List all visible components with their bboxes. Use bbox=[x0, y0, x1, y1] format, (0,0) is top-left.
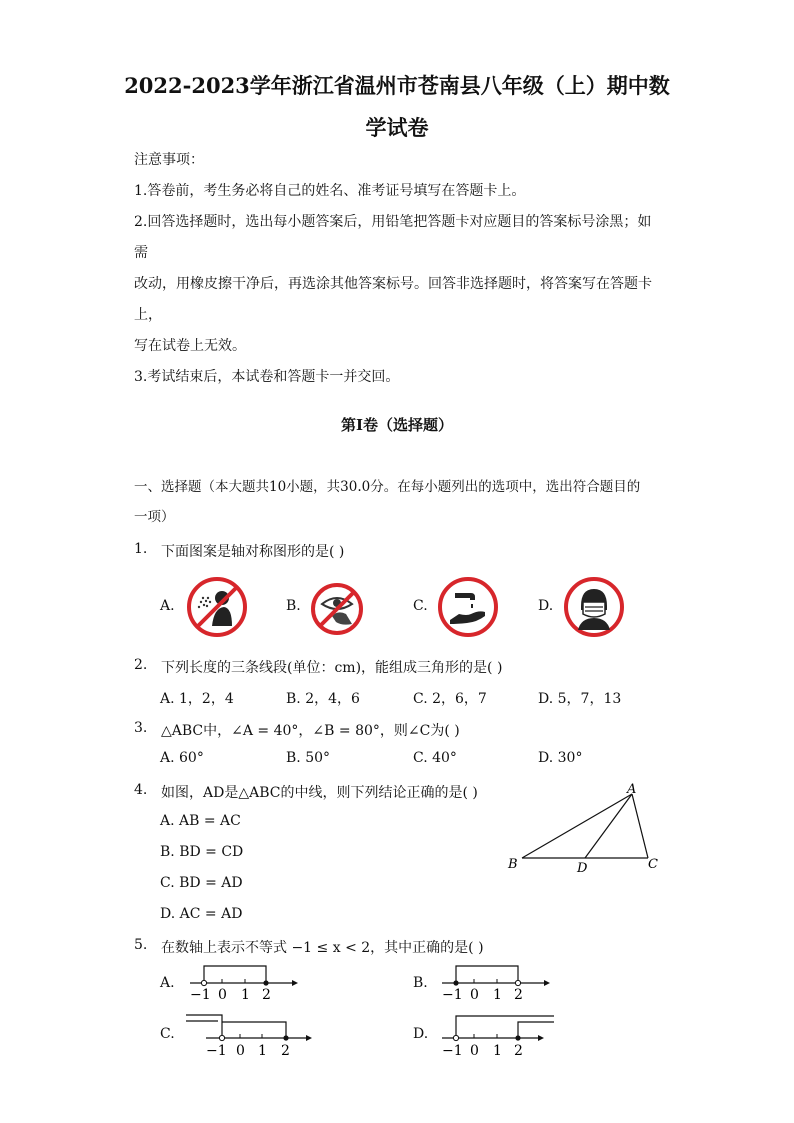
question-number: 4. bbox=[134, 782, 148, 798]
tick-label: 0 bbox=[236, 1043, 245, 1059]
option-label: A. bbox=[160, 975, 175, 991]
option-label: C. bbox=[413, 598, 428, 614]
number-line-d bbox=[434, 1010, 554, 1060]
notice-heading: 注意事项： bbox=[134, 152, 204, 168]
number-line-c bbox=[186, 1010, 316, 1060]
option-b: B. 50° bbox=[286, 750, 331, 766]
question-number: 2. bbox=[134, 657, 148, 673]
option-a: A. 60° bbox=[160, 750, 204, 766]
option-label: D. bbox=[413, 1026, 429, 1042]
notice-item-1: 1.答卷前，考生务必将自己的姓名、准考证号填写在答题卡上。 bbox=[134, 183, 526, 199]
question-text: 下面图案是轴对称图形的是( ) bbox=[161, 544, 345, 560]
tick-label: 1 bbox=[493, 987, 502, 1003]
option-a: A. AB = AC bbox=[160, 813, 241, 829]
tick-label: 1 bbox=[493, 1043, 502, 1059]
question-number: 5. bbox=[134, 937, 148, 953]
tick-label: −1 bbox=[442, 1043, 463, 1059]
question-number: 1. bbox=[134, 541, 148, 557]
option-d: D. AC = AD bbox=[160, 906, 243, 922]
vertex-label-b: B bbox=[508, 857, 518, 872]
question-text: 下列长度的三条线段(单位：cm)，能组成三角形的是( ) bbox=[161, 660, 503, 676]
number-line-b bbox=[434, 960, 554, 1006]
question-text: 如图，AD是△ABC的中线，则下列结论正确的是( ) bbox=[161, 785, 478, 801]
page-title-continued: 学试卷 bbox=[365, 115, 429, 140]
tick-label: 2 bbox=[514, 1043, 523, 1059]
part-heading-line1: 一、选择题（本大题共10小题，共30.0分。在每小题列出的选项中，选出符合题目的 bbox=[134, 479, 641, 495]
vertex-label-d: D bbox=[577, 861, 588, 876]
option-c: C. 40° bbox=[413, 750, 457, 766]
option-a: A. 1，2，4 bbox=[160, 691, 234, 707]
tick-label: −1 bbox=[206, 1043, 227, 1059]
option-d: D. 5，7，13 bbox=[538, 691, 622, 707]
tick-label: 1 bbox=[241, 987, 250, 1003]
option-b: B. 2，4，6 bbox=[286, 691, 360, 707]
notice-item-2: 2.回答选择题时，选出每小题答案后，用铅笔把答题卡对应题目的答案标号涂黑；如需 bbox=[134, 214, 652, 261]
question-text: 在数轴上表示不等式 −1 ≤ x < 2，其中正确的是( ) bbox=[161, 940, 484, 956]
vertex-label-c: C bbox=[648, 857, 658, 872]
tick-label: 2 bbox=[514, 987, 523, 1003]
notice-block bbox=[134, 145, 664, 393]
option-label: B. bbox=[413, 975, 428, 991]
notice-item-2-cont: 改动，用橡皮擦干净后，再选涂其他答案标号。回答非选择题时，将答案写在答题卡上， bbox=[134, 276, 652, 323]
mask-wearing-icon bbox=[563, 576, 625, 638]
section-title: 第Ⅰ卷（选择题） bbox=[340, 416, 454, 434]
option-c: C. BD = AD bbox=[160, 875, 243, 891]
option-d: D. 30° bbox=[538, 750, 583, 766]
option-label: C. bbox=[160, 1026, 175, 1042]
option-label: B. bbox=[286, 598, 301, 614]
tick-label: 2 bbox=[281, 1043, 290, 1059]
option-c: C. 2，6，7 bbox=[413, 691, 487, 707]
vertex-label-a: A bbox=[627, 782, 637, 797]
number-line-a bbox=[182, 960, 302, 1006]
option-label: A. bbox=[160, 598, 175, 614]
part-heading-line2: 一项） bbox=[134, 509, 175, 525]
tick-label: 0 bbox=[470, 987, 479, 1003]
tick-label: 2 bbox=[262, 987, 271, 1003]
tick-label: −1 bbox=[190, 987, 211, 1003]
option-label: D. bbox=[538, 598, 554, 614]
no-eye-touching-icon bbox=[310, 582, 364, 636]
question-text: △ABC中，∠A = 40°，∠B = 80°，则∠C为( ) bbox=[161, 723, 460, 739]
notice-item-2-end: 写在试卷上无效。 bbox=[134, 338, 246, 354]
tick-label: 1 bbox=[258, 1043, 267, 1059]
option-b: B. BD = CD bbox=[160, 844, 244, 860]
notice-item-3: 3.考试结束后，本试卷和答题卡一并交回。 bbox=[134, 369, 400, 385]
question-number: 3. bbox=[134, 720, 148, 736]
page-title: 2022-2023学年浙江省温州市苍南县八年级（上）期中数 bbox=[124, 73, 670, 98]
no-spraying-icon bbox=[186, 576, 248, 638]
part-heading bbox=[134, 472, 674, 532]
tick-label: 0 bbox=[218, 987, 227, 1003]
hand-washing-icon bbox=[437, 576, 499, 638]
tick-label: 0 bbox=[470, 1043, 479, 1059]
triangle-figure bbox=[500, 778, 670, 878]
tick-label: −1 bbox=[442, 987, 463, 1003]
